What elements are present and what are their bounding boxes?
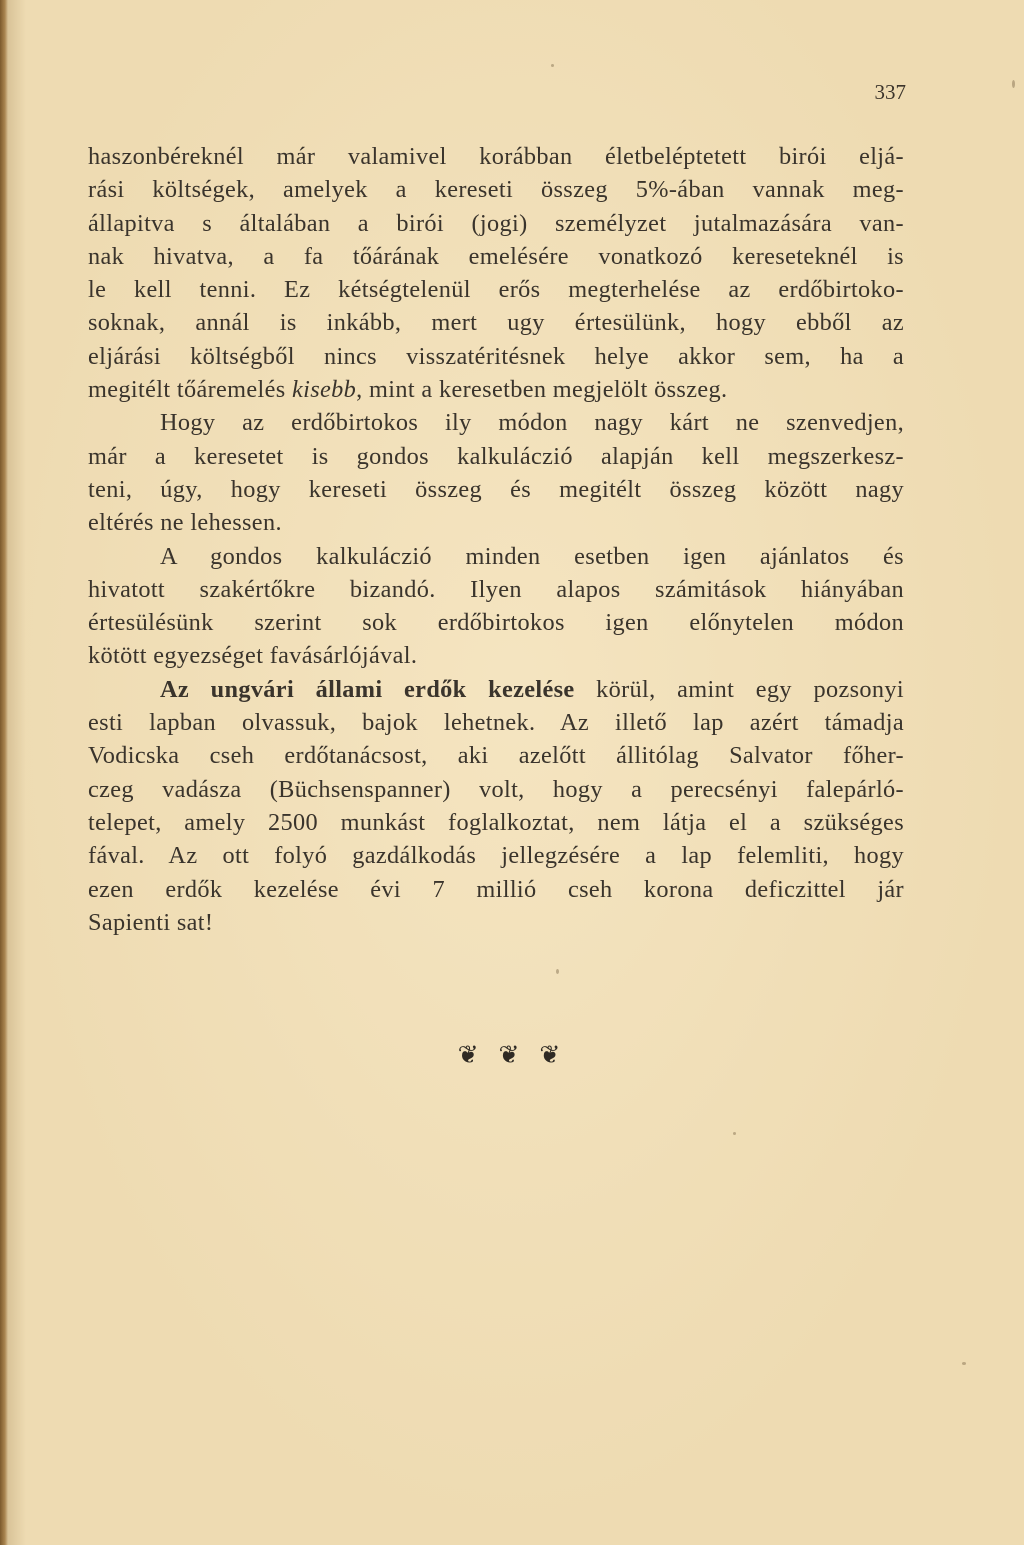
text-run: soknak, annál is inkább, mert ugy értesülünk, hogy ebből az bbox=[88, 309, 904, 337]
italic-run: kisebb bbox=[292, 376, 357, 404]
text-line bbox=[88, 440, 904, 473]
text-run: nak hivatva, a fa tőárának emelésére vonatkozó kereseteknél is bbox=[88, 242, 904, 270]
bold-heading-run: Az ungvári állami erdők kezelése bbox=[160, 675, 575, 703]
text-line bbox=[88, 506, 904, 539]
text-run: eljárási költségből nincs visszatéritésnek helye akkor sem, ha a bbox=[88, 342, 904, 370]
text-line bbox=[88, 573, 904, 606]
paper-speck bbox=[1012, 80, 1015, 88]
text-line bbox=[88, 373, 904, 406]
text-run: Vodicska cseh erdőtanácsost, aki azelőtt állitólag Salvator főher- bbox=[88, 742, 904, 770]
text-line bbox=[88, 340, 904, 373]
text-line bbox=[88, 606, 904, 639]
text-run: ezen erdők kezelése évi 7 millió cseh korona deficzittel jár bbox=[88, 875, 904, 903]
text-line bbox=[88, 673, 904, 706]
text-run: már a keresetet is gondos kalkuláczió alapján kell megszerkesz- bbox=[88, 442, 904, 470]
text-line bbox=[88, 540, 904, 573]
text-run: értesülésünk szerint sok erdőbirtokos igen előnytelen módon bbox=[88, 609, 904, 637]
text-run: , mint a keresetben megjelölt összeg. bbox=[356, 376, 728, 404]
text-line bbox=[88, 240, 904, 273]
article-text bbox=[88, 140, 904, 939]
text-run: hivatott szakértőkre bizandó. Ilyen alapos számitások hiányában bbox=[88, 575, 904, 603]
text-line bbox=[88, 406, 904, 439]
text-line bbox=[88, 706, 904, 739]
text-run: állapitva s általában a birói (jogi) személyzet jutalmazására van- bbox=[88, 209, 904, 237]
text-run: eltérés ne lehessen. bbox=[88, 509, 282, 537]
text-line bbox=[88, 207, 904, 240]
text-run: haszonbéreknél már valamivel korábban életbeléptetett birói eljá- bbox=[88, 143, 904, 170]
text-run: teni, úgy, hogy kereseti összeg és megitélt összeg között nagy bbox=[88, 475, 904, 503]
text-line bbox=[88, 473, 904, 506]
book-spine-edge bbox=[0, 0, 8, 1545]
text-line bbox=[88, 739, 904, 772]
text-line bbox=[88, 839, 904, 872]
paper-speck bbox=[551, 64, 554, 67]
paper-speck bbox=[962, 1362, 966, 1365]
paper-speck bbox=[556, 969, 559, 974]
text-line bbox=[88, 773, 904, 806]
text-run: kötött egyezséget favásárlójával. bbox=[88, 642, 418, 670]
text-run: esti lapban olvassuk, bajok lehetnek. Az illető lap azért támadja bbox=[88, 709, 904, 737]
text-line bbox=[88, 873, 904, 906]
page-number: 337 bbox=[874, 80, 906, 104]
text-run: fával. Az ott folyó gazdálkodás jellegzésére a lap felemliti, hogy bbox=[88, 842, 904, 870]
text-run: rási költségek, amelyek a kereseti összeg 5%-ában vannak meg- bbox=[88, 176, 904, 204]
text-line bbox=[88, 306, 904, 339]
text-line bbox=[88, 639, 904, 672]
text-run: Hogy az erdőbirtokos ily módon nagy kárt ne szenvedjen, bbox=[160, 409, 904, 437]
text-line bbox=[88, 906, 904, 939]
section-end-ornament: ❦ ❦ ❦ bbox=[457, 1040, 567, 1069]
text-run: A gondos kalkuláczió minden esetben igen ajánlatos és bbox=[160, 542, 904, 570]
text-line bbox=[88, 273, 904, 306]
text-run: le kell tenni. Ez kétségtelenül erős megterhelése az erdőbirtoko- bbox=[88, 276, 904, 304]
text-line bbox=[88, 806, 904, 839]
text-run: czeg vadásza (Büchsenspanner) volt, hogy a perecsényi falepárló- bbox=[88, 775, 904, 803]
paper-speck bbox=[733, 1132, 736, 1135]
text-line bbox=[88, 173, 904, 206]
text-run: körül, amint egy pozsonyi bbox=[574, 675, 904, 703]
text-run: telepet, amely 2500 munkást foglalkoztat, nem látja el a szükséges bbox=[88, 808, 904, 836]
text-line bbox=[88, 140, 904, 173]
text-run: megitélt tőáremelés bbox=[88, 376, 292, 404]
text-run: Sapienti sat! bbox=[88, 908, 214, 936]
